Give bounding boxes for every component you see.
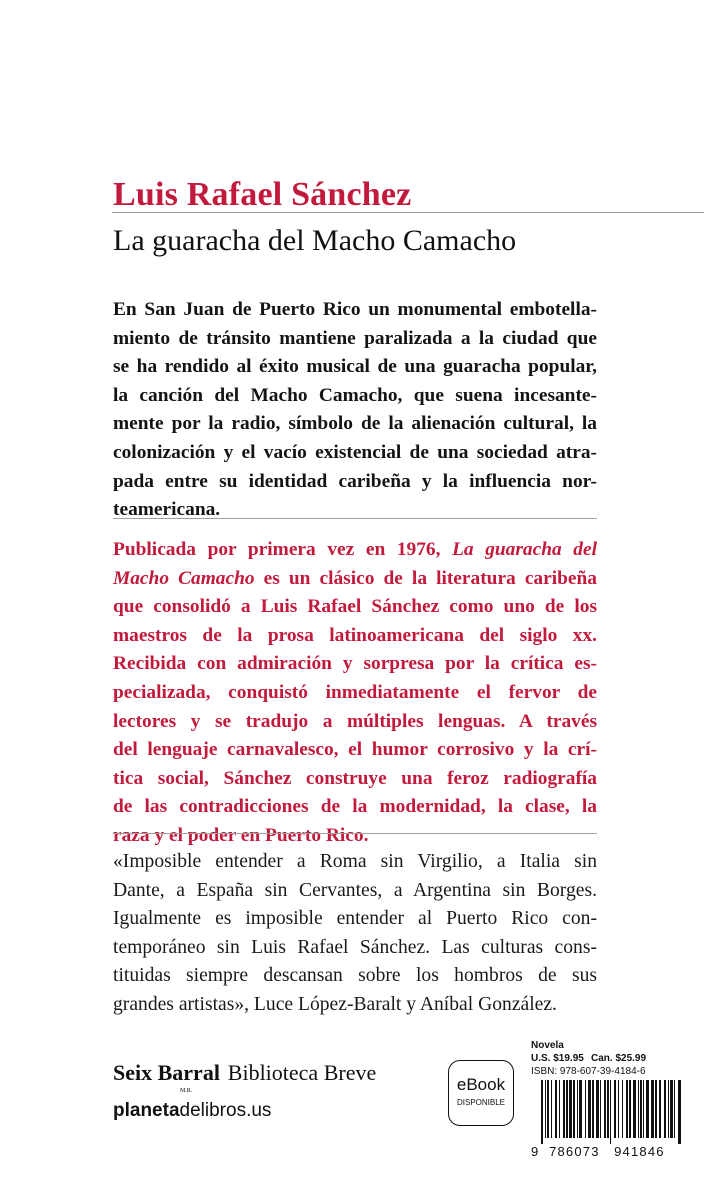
barcode-bar bbox=[545, 1080, 546, 1138]
barcode-digit-group: 941846 bbox=[614, 1144, 665, 1159]
quote-line: temporáneo sin Luis Rafael Sánchez. Las culturas cons- bbox=[113, 936, 597, 958]
barcode-bar bbox=[659, 1080, 661, 1138]
publication-line: tica social, Sánchez construye una feroz radiografía bbox=[113, 767, 597, 789]
critic-quote bbox=[113, 848, 597, 1020]
site-part: delibros bbox=[179, 1100, 247, 1121]
barcode-bar bbox=[600, 1080, 601, 1138]
synopsis-line: mente por la radio, símbolo de la alienación cultural, la bbox=[113, 413, 597, 435]
synopsis-line: la canción del Macho Camacho, que suena incesante- bbox=[113, 384, 597, 406]
barcode-bar bbox=[670, 1080, 673, 1138]
barcode-bar bbox=[555, 1080, 557, 1138]
quote-line: Dante, a España sin Cervantes, a Argentina sin Borges. bbox=[113, 879, 597, 901]
publication-line bbox=[113, 565, 597, 594]
synopsis-line: pada entre su identidad caribeña y la influencia nor- bbox=[113, 470, 597, 492]
barcode-bar bbox=[592, 1080, 594, 1138]
publication-line: que consolidó a Luis Rafael Sánchez como uno de los bbox=[113, 596, 597, 618]
publication-line: maestros de la prosa latinoamericana del siglo xx. bbox=[113, 624, 597, 646]
barcode-bar bbox=[643, 1080, 644, 1138]
publication-text: es un clásico de la literatura caribeña bbox=[254, 567, 597, 589]
site-part: planeta bbox=[113, 1100, 180, 1121]
barcode-bar bbox=[638, 1080, 639, 1138]
barcode-icon bbox=[531, 1080, 691, 1144]
barcode-bar bbox=[678, 1080, 681, 1144]
barcode-bar bbox=[655, 1080, 657, 1138]
barcode-bar bbox=[610, 1080, 611, 1144]
barcode-digit-group: 9 bbox=[531, 1144, 540, 1159]
barcode-bar bbox=[569, 1080, 572, 1138]
barcode-bar bbox=[551, 1080, 552, 1138]
barcode-bar bbox=[559, 1080, 560, 1138]
synopsis-line: En San Juan de Puerto Rico un monumental embotella- bbox=[113, 299, 597, 320]
publication-paragraph bbox=[113, 536, 597, 851]
barcode-bar bbox=[573, 1080, 575, 1138]
barcode-bar bbox=[566, 1080, 568, 1138]
publisher-imprint bbox=[113, 1060, 377, 1094]
barcode-bar bbox=[622, 1080, 623, 1138]
publication-line: pecializada, conquistó inmediatamente el fervor de bbox=[113, 681, 597, 703]
collection-name: Biblioteca Breve bbox=[227, 1060, 377, 1085]
barcode-bar bbox=[651, 1080, 654, 1138]
barcode-bar bbox=[640, 1080, 642, 1138]
publication-line: del lenguaje carnavalesco, el humor corrosivo y la crí- bbox=[113, 739, 597, 761]
synopsis bbox=[113, 296, 597, 525]
barcode-bar bbox=[604, 1080, 606, 1138]
barcode-digit-group: 786073 bbox=[549, 1144, 600, 1159]
barcode-bar bbox=[626, 1080, 628, 1138]
can-price: Can. $25.99 bbox=[591, 1053, 647, 1064]
book-title: La guaracha del Macho Camacho bbox=[113, 224, 517, 257]
publication-line: de las contradicciones de la modernidad, la clase, la bbox=[113, 796, 597, 818]
synopsis-line: miento de tránsito mantiene paralizada a la ciudad que bbox=[113, 327, 597, 349]
site-part: .us bbox=[246, 1100, 272, 1121]
publication-line: raza y el poder en Puerto Rico. bbox=[113, 824, 369, 846]
synopsis-line: teamericana. bbox=[113, 499, 221, 521]
section-divider bbox=[113, 833, 597, 834]
publication-line: lectores y se tradujo a múltiples lenguas. A través bbox=[113, 710, 597, 732]
barcode-bar bbox=[541, 1080, 543, 1144]
barcode-bar bbox=[607, 1080, 609, 1138]
quote-line: Igualmente es imposible entender al Puerto Rico con- bbox=[113, 908, 597, 930]
barcode-bar bbox=[664, 1080, 666, 1138]
genre-label: Novela bbox=[531, 1040, 564, 1051]
barcode-bar bbox=[633, 1080, 636, 1138]
quote-line: grandes artistas», Luce López-Baralt y Aníbal González. bbox=[113, 993, 557, 1015]
synopsis-line: colonización y el vacío existencial de una sociedad atra- bbox=[113, 441, 597, 463]
barcode-bar bbox=[547, 1080, 549, 1138]
author-name: Luis Rafael Sánchez bbox=[113, 176, 412, 213]
barcode-bar bbox=[668, 1080, 669, 1138]
synopsis-line: se ha rendido al éxito musical de una guaracha popular, bbox=[113, 356, 597, 378]
ebook-badge bbox=[448, 1060, 514, 1126]
barcode-bar bbox=[585, 1080, 586, 1138]
trademark-mark: M.R. bbox=[179, 1088, 193, 1094]
publisher-logo: Seix Barral bbox=[113, 1060, 220, 1085]
barcode-bar bbox=[674, 1080, 675, 1138]
barcode-bar bbox=[563, 1080, 565, 1138]
section-divider bbox=[113, 518, 597, 519]
publisher-website bbox=[113, 1100, 271, 1122]
ebook-label: eBook bbox=[456, 1075, 506, 1094]
quote-line: «Imposible entender a Roma sin Virgilio, a Italia sin bbox=[113, 851, 597, 872]
quote-line: tituidas siempre descansan sobre los hombros de sus bbox=[113, 965, 597, 987]
barcode-bar bbox=[577, 1080, 578, 1138]
barcode-bar bbox=[596, 1080, 599, 1138]
barcode-number bbox=[531, 1144, 665, 1159]
ebook-sub: DISPONIBLE bbox=[456, 1098, 505, 1107]
barcode-bar bbox=[614, 1080, 616, 1138]
barcode-bar bbox=[618, 1080, 619, 1138]
barcode-block bbox=[531, 1040, 691, 1162]
barcode-bar bbox=[646, 1080, 649, 1138]
isbn-text: ISBN: 978-607-39-4184-6 bbox=[531, 1066, 646, 1077]
publication-title-italic: La guaracha del bbox=[452, 539, 597, 560]
us-price: U.S. $19.95 bbox=[531, 1053, 584, 1064]
barcode-bar bbox=[579, 1080, 582, 1138]
publication-line: Recibida con admiración y sorpresa por la crítica es- bbox=[113, 653, 597, 675]
barcode-bar bbox=[629, 1080, 631, 1138]
publication-title-italic: Macho Camacho bbox=[113, 567, 255, 589]
publication-text: Publicada por primera vez en 1976, bbox=[113, 539, 453, 560]
barcode-bar bbox=[588, 1080, 591, 1138]
publication-line bbox=[113, 536, 597, 565]
